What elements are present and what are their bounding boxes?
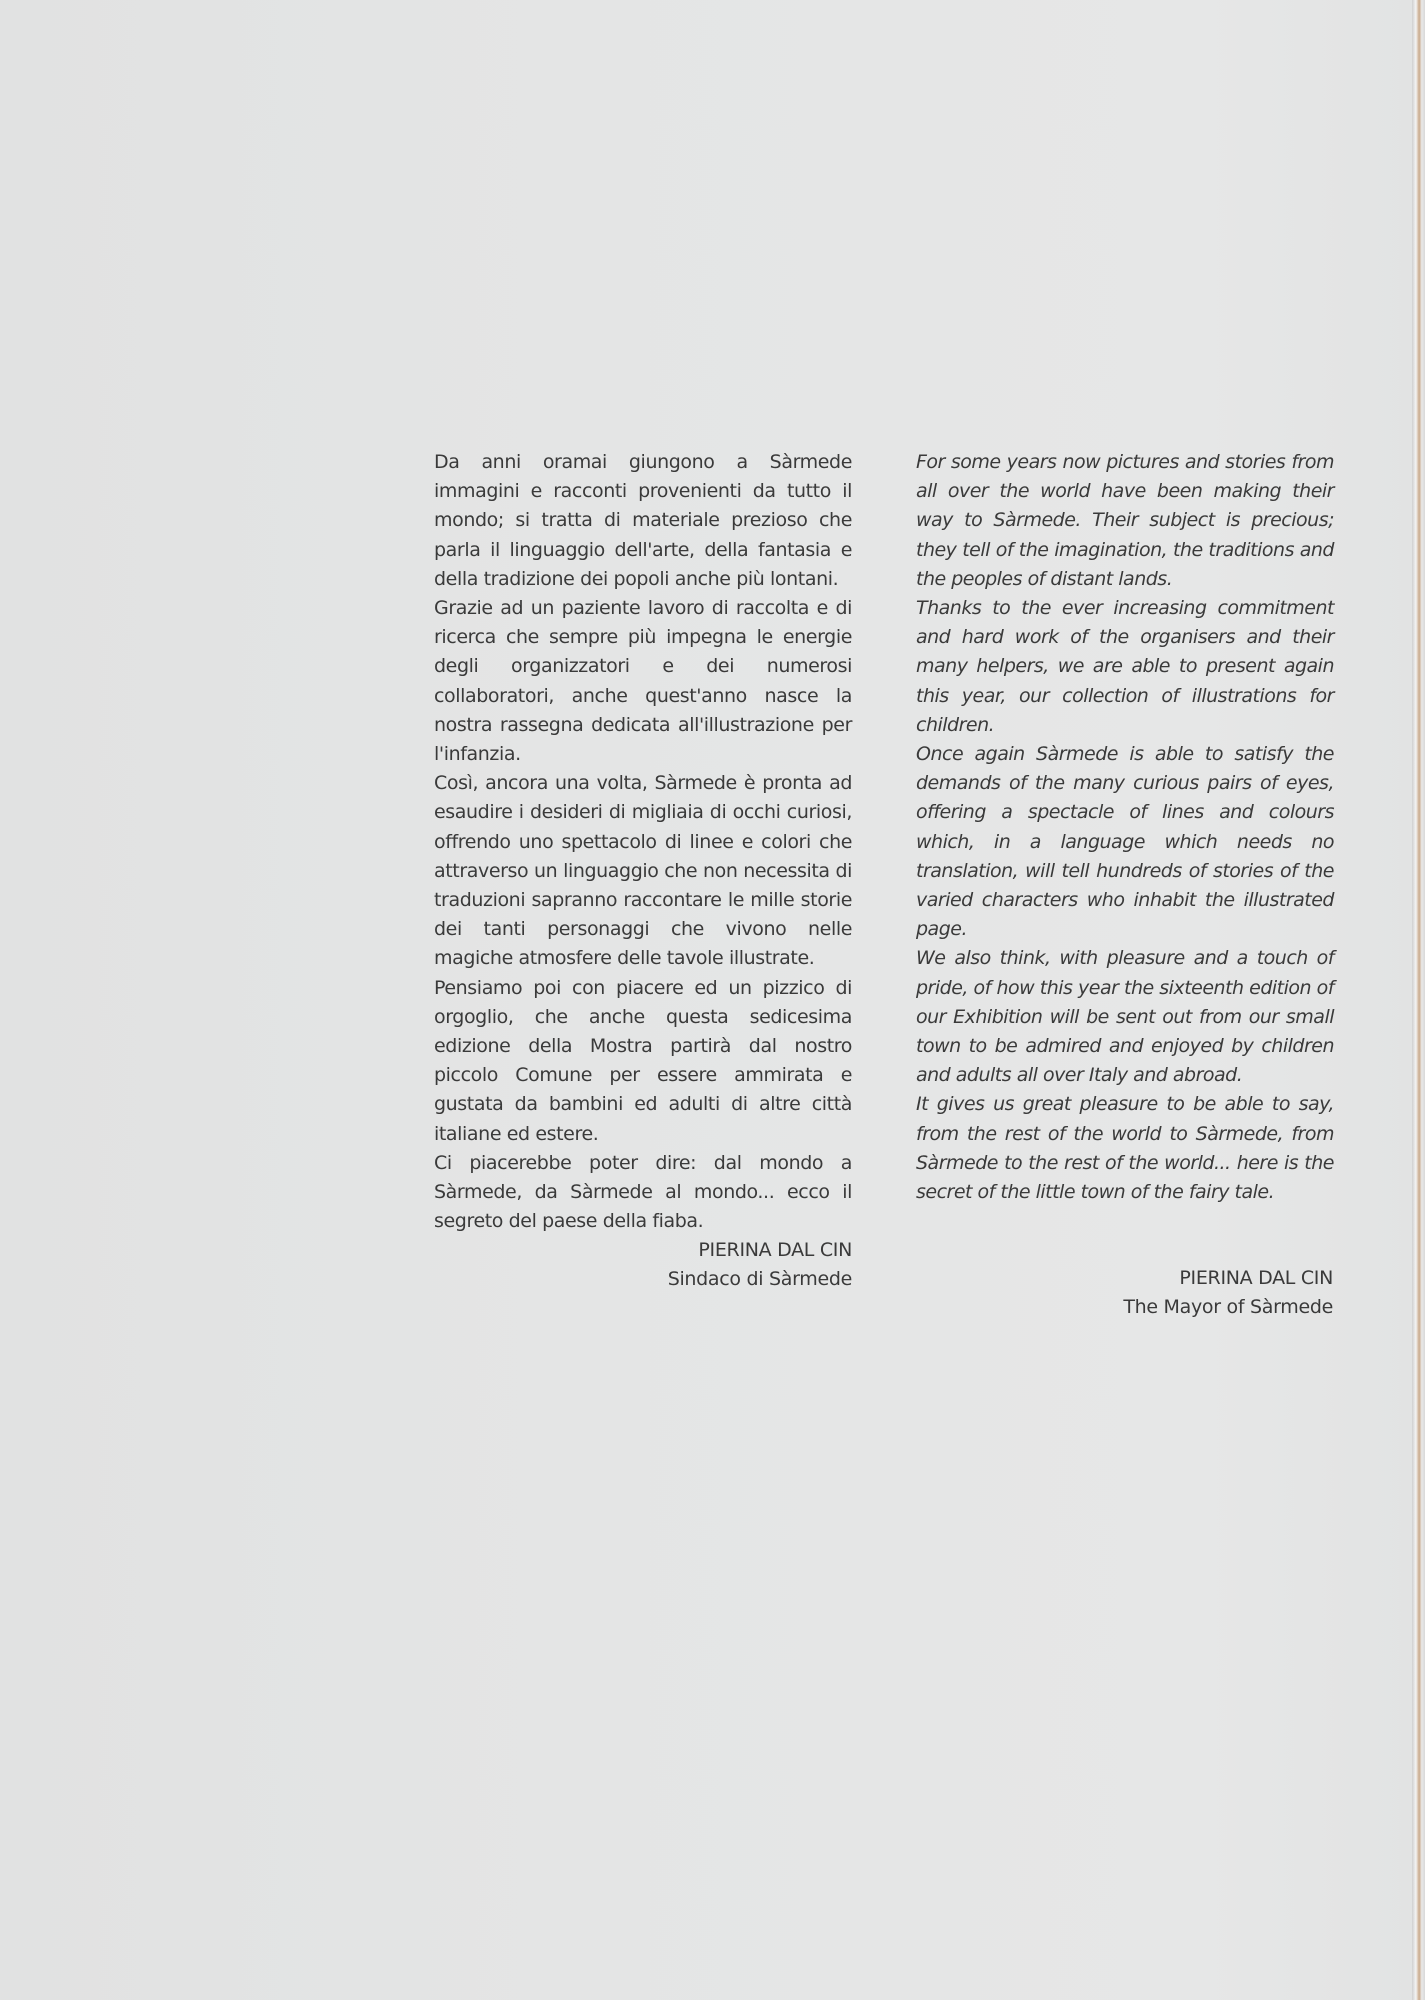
italian-paragraph-2: Grazie ad un paziente lavoro di raccolta e di ricerca che sempre più impegna le energie degli organizzatori e dei numerosi collaboratori, anche quest'anno nasce la nostra rassegna dedicata all'illustrazione per l'infanzia. xyxy=(434,597,852,766)
italian-paragraph-5: Ci piacerebbe poter dire: dal mondo a Sàrmede, da Sàrmede al mondo... ecco il segreto del paese della fiaba. xyxy=(434,1151,852,1233)
italian-signature-name: PIERINA DAL CIN xyxy=(698,1239,852,1261)
italian-signature xyxy=(432,1236,852,1294)
english-signature-name: PIERINA DAL CIN xyxy=(1179,1267,1333,1289)
english-text-column xyxy=(916,448,1334,1207)
english-signature-title: The Mayor of Sàrmede xyxy=(1123,1296,1333,1318)
italian-paragraph-1: Da anni oramai giungono a Sàrmede immagini e racconti provenienti da tutto il mondo; si tratta di materiale prezioso che parla il linguaggio dell'arte, della fantasia e della tradizione dei popoli anche più lontani. xyxy=(434,451,852,590)
italian-paragraph-4: Pensiamo poi con piacere ed un pizzico di orgoglio, che anche questa sedicesima edizione della Mostra partirà dal nostro piccolo Comune per essere ammirata e gustata da bambini ed adulti di altre città italiane ed estere. xyxy=(434,976,852,1145)
italian-signature-title: Sindaco di Sàrmede xyxy=(667,1268,852,1290)
english-signature xyxy=(913,1264,1333,1322)
italian-paragraph-3: Così, ancora una volta, Sàrmede è pronta ad esaudire i desideri di migliaia di occhi curiosi, offrendo uno spettacolo di linee e colori che attraverso un linguaggio che non necessita di traduzioni sapranno raccontare le mille storie dei tanti personaggi che vivono nelle magiche atmosfere delle tavole illustrate. xyxy=(434,772,852,970)
english-paragraph-3: Once again Sàrmede is able to satisfy the demands of the many curious pairs of eyes, offering a spectacle of lines and colours which, in a language which needs no translation, will tell hundreds of stories of the varied characters who inhabit the illustrated page. xyxy=(916,743,1334,941)
english-paragraph-2: Thanks to the ever increasing commitment and hard work of the organisers and their many helpers, we are able to present again this year, our collection of illustrations for children. xyxy=(916,597,1334,736)
english-paragraph-1: For some years now pictures and stories from all over the world have been making their way to Sàrmede. Their subject is precious; they tell of the imagination, the traditions and the peoples of distant lands. xyxy=(916,451,1334,590)
english-paragraph-4: We also think, with pleasure and a touch of pride, of how this year the sixteenth edition of our Exhibition will be sent out from our small town to be admired and enjoyed by children and adults all over Italy and abroad. xyxy=(916,947,1334,1087)
page-edge xyxy=(1412,0,1425,2000)
english-paragraph-5: It gives us great pleasure to be able to say, from the rest of the world to Sàrmede, from Sàrmede to the rest of the world... here is the secret of the little town of the fairy tale. xyxy=(916,1093,1334,1204)
italian-text-column xyxy=(434,448,852,1236)
